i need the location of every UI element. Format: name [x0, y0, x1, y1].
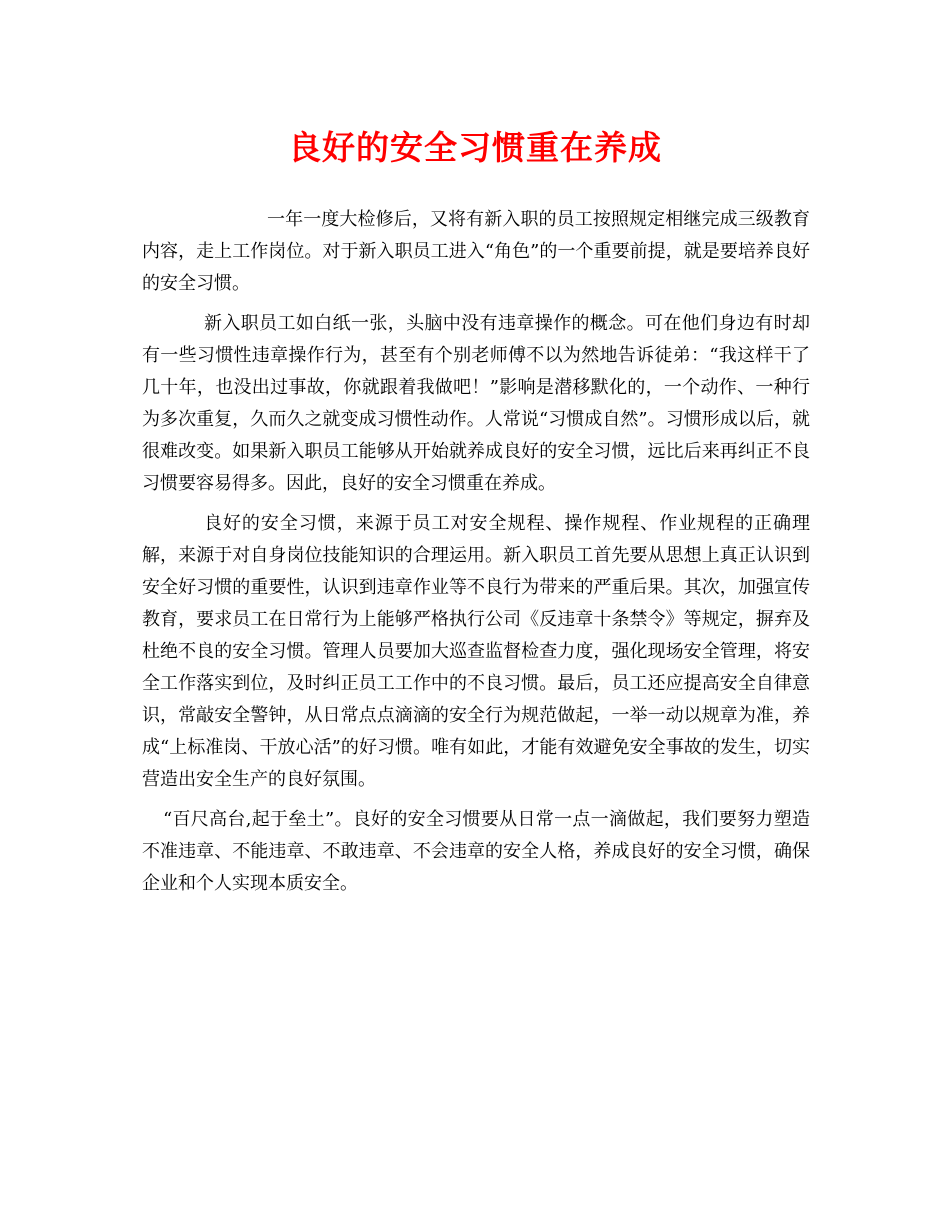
paragraph-4: “百尺高台,起于垒土”。良好的安全习惯要从日常一点一滴做起，我们要努力塑造不准违章、不能违章、不敢违章、不会违章的安全人格，养成良好的安全习惯，确保企业和个人实现本质安全。: [142, 809, 810, 894]
paragraph-3: 良好的安全习惯，来源于员工对安全规程、操作规程、作业规程的正确理解，来源于对自身岗位技能知识的合理运用。新入职员工首先要从思想上真正认识到安全好习惯的重要性，认识到违章作业等不良行为带来的严重后果。其次，加强宣传教育，要求员工在日常行为上能够严格执行公司《反违章十条禁令》等规定，摒弃及杜绝不良的安全习惯。管理人员要加大巡查监督检查力度，强化现场安全管理，将安全工作落实到位，及时纠正员工工作中的不良习惯。最后，员工还应提高安全自律意识，常敲安全警钟，从日常点点滴滴的安全行为规范做起，一举一动以规章为准，养成“上标准岗、干放心活”的好习惯。唯有如此，才能有效避免安全事故的发生，切实营造出安全生产的良好氛围。: [142, 513, 810, 790]
document-title: 良好的安全习惯重在养成: [288, 128, 662, 167]
document-body: [142, 204, 810, 908]
paragraph-2: 新入职员工如白纸一张，头脑中没有违章操作的概念。可在他们身边有时却有一些习惯性违章操作行为，甚至有个别老师傅不以为然地告诉徒弟：“我这样干了几十年，也没出过事故，你就跟着我做吧！”影响是潜移默化的，一个动作、一种行为多次重复，久而久之就变成习惯性动作。人常说“习惯成自然”。习惯形成以后，就很难改变。如果新入职员工能够从开始就养成良好的安全习惯，远比后来再纠正不良习惯要容易得多。因此，良好的安全习惯重在养成。: [142, 313, 810, 494]
paragraph-1: 一年一度大检修后，又将有新入职的员工按照规定相继完成三级教育内容，走上工作岗位。对于新入职员工进入“角色”的一个重要前提，就是要培养良好的安全习惯。: [142, 209, 810, 294]
